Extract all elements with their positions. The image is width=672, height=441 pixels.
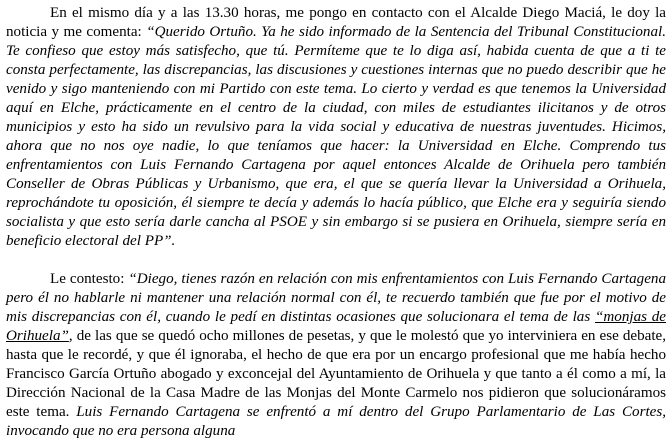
paragraph-2-intro: Le contesto: <box>50 271 129 287</box>
paragraph-2-quote-a: “Diego, tienes razón en relación con mis enfrentamientos con Luis Fernando Cartagena pero él no hablarle ni mantener una relación normal con él, te recuerdo también que fue por el motivo de mis discrepancias con él, cuando le pedí en distintas ocasiones que solucionara el tema de las <box>6 271 666 325</box>
paragraph-1-intro: En el mismo día y a las 13.30 horas, me pongo en contacto con el Alcalde Diego Maciá, le doy la noticia y me comenta: <box>6 5 666 40</box>
paragraph-2-plain-b: , de las que se quedó ocho millones de pesetas, y que le molestó que yo interviniera en ese debate, hasta que le recordé, y que él ignoraba, el hecho de que era por un encargo profesional que me había hecho Francisco García Ortuño abogado y exconcejal del Ayuntamiento de Orihuela y que tanto a él como a mí, la Dirección Nacional de la Casa Madre de las Monjas del Monte Carmelo nos pidieron que solucionáramos este tema. <box>6 328 666 420</box>
paragraph-2 <box>6 270 666 441</box>
paragraph-2-quote-c: Luis Fernando Cartagena se enfrentó a mí dentro del Grupo Parlamentario de Las Cortes, invocando que no era persona alguna <box>6 404 666 439</box>
paragraph-1 <box>6 4 666 251</box>
monjas-underlined-phrase: “monjas de Orihuela” <box>6 309 666 344</box>
paragraph-1-quote: “Querido Ortuño. Ya he sido informado de la Sentencia del Tribunal Constitucional. Te confieso que estoy más satisfecho, que tú. Permíteme que te lo diga así, habida cuenta de que a ti te consta perfectamente, las discrepancias, las discusiones y cuestiones internas que no puedo describir que he venido y sigo manteniendo con mi Partido con este tema. Lo cierto y verdad es que tenemos la Universidad aquí en Elche, prácticamente en el centro de la ciudad, con miles de estudiantes ilicitanos y de otros municipios y esto ha sido un revulsivo para la vida social y educativa de nuestras juventudes. Hicimos, ahora que no nos oye nadie, lo que teníamos que hacer: la Universidad en Elche. Comprendo tus enfrentamientos con Luis Fernando Cartagena por aquel entonces Alcalde de Orihuela pero también Conseller de Obras Públicas y Urbanismo, que era, el que se quería llevar la Universidad a Orihuela, reprochándote tu oposición, él siempre te decía y además lo hacía público, que Elche era y seguiría siendo socialista y que esto sería darle cancha al PSOE y sin embargo si se pusiera en Orihuela, siempre sería en beneficio electoral del PP”. <box>6 24 666 249</box>
